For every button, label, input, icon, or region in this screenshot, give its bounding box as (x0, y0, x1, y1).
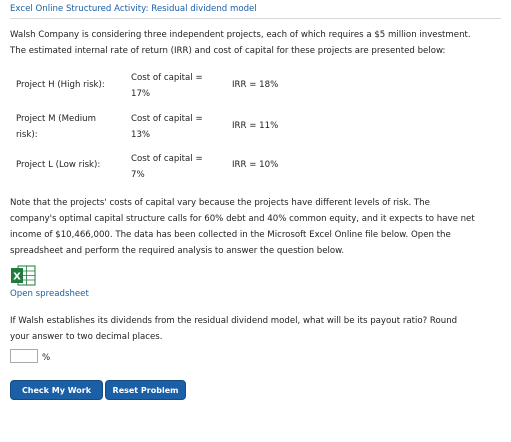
note-line-1: Note that the projects' costs of capital vary because the projects have different levels of risk. The (10, 198, 430, 208)
check-my-work-button[interactable]: Check My Work (10, 380, 103, 400)
project-h-coc-value: 17% (131, 89, 151, 99)
reset-problem-button[interactable]: Reset Problem (105, 380, 186, 400)
project-l-cost-of-capital (131, 151, 203, 183)
project-h-cost-of-capital (131, 70, 203, 102)
project-m-name (16, 111, 96, 143)
open-spreadsheet-link[interactable]: Open spreadsheet (10, 289, 89, 299)
excel-icon[interactable] (10, 265, 36, 286)
note-line-4: spreadsheet and perform the required analysis to answer the question below. (10, 246, 345, 256)
project-m-coc-value: 13% (131, 130, 151, 140)
payout-ratio-input[interactable] (10, 349, 38, 363)
project-m-name-line-1: Project M (Medium (16, 114, 96, 124)
project-l-coc-value: 7% (131, 170, 145, 180)
question-line-1: If Walsh establishes its dividends from the residual dividend model, what will be its payout ratio? Round (10, 316, 458, 326)
note-line-2: company's optimal capital structure calls for 60% debt and 40% common equity, and it expects to have net (10, 214, 475, 224)
question-paragraph (10, 313, 498, 345)
intro-line-2: The estimated internal rate of return (IRR) and cost of capital for these projects are presented below: (10, 46, 446, 56)
excel-icon-letter: X (13, 271, 21, 283)
project-h-name: Project H (High risk): (16, 80, 105, 90)
intro-line-1: Walsh Company is considering three independent projects, each of which requires a $5 million investment. (10, 30, 471, 40)
project-m-cost-of-capital (131, 111, 203, 143)
project-m-coc-label: Cost of capital = (131, 114, 203, 124)
note-line-3: income of $10,466,000. The data has been collected in the Microsoft Excel Online file below. Open the (10, 230, 451, 240)
project-l-irr: IRR = 10% (232, 160, 279, 170)
note-paragraph (10, 195, 498, 259)
project-l-coc-label: Cost of capital = (131, 154, 203, 164)
project-h-coc-label: Cost of capital = (131, 73, 203, 83)
question-line-2: your answer to two decimal places. (10, 332, 163, 342)
intro-paragraph (10, 27, 498, 59)
project-m-name-line-2: risk): (16, 130, 38, 140)
activity-title: Excel Online Structured Activity: Residual dividend model (10, 4, 257, 14)
project-m-irr: IRR = 11% (232, 121, 279, 131)
project-h-irr: IRR = 18% (232, 80, 279, 90)
project-l-name: Project L (Low risk): (16, 160, 101, 170)
percent-unit: % (42, 353, 51, 363)
title-divider (10, 18, 501, 19)
